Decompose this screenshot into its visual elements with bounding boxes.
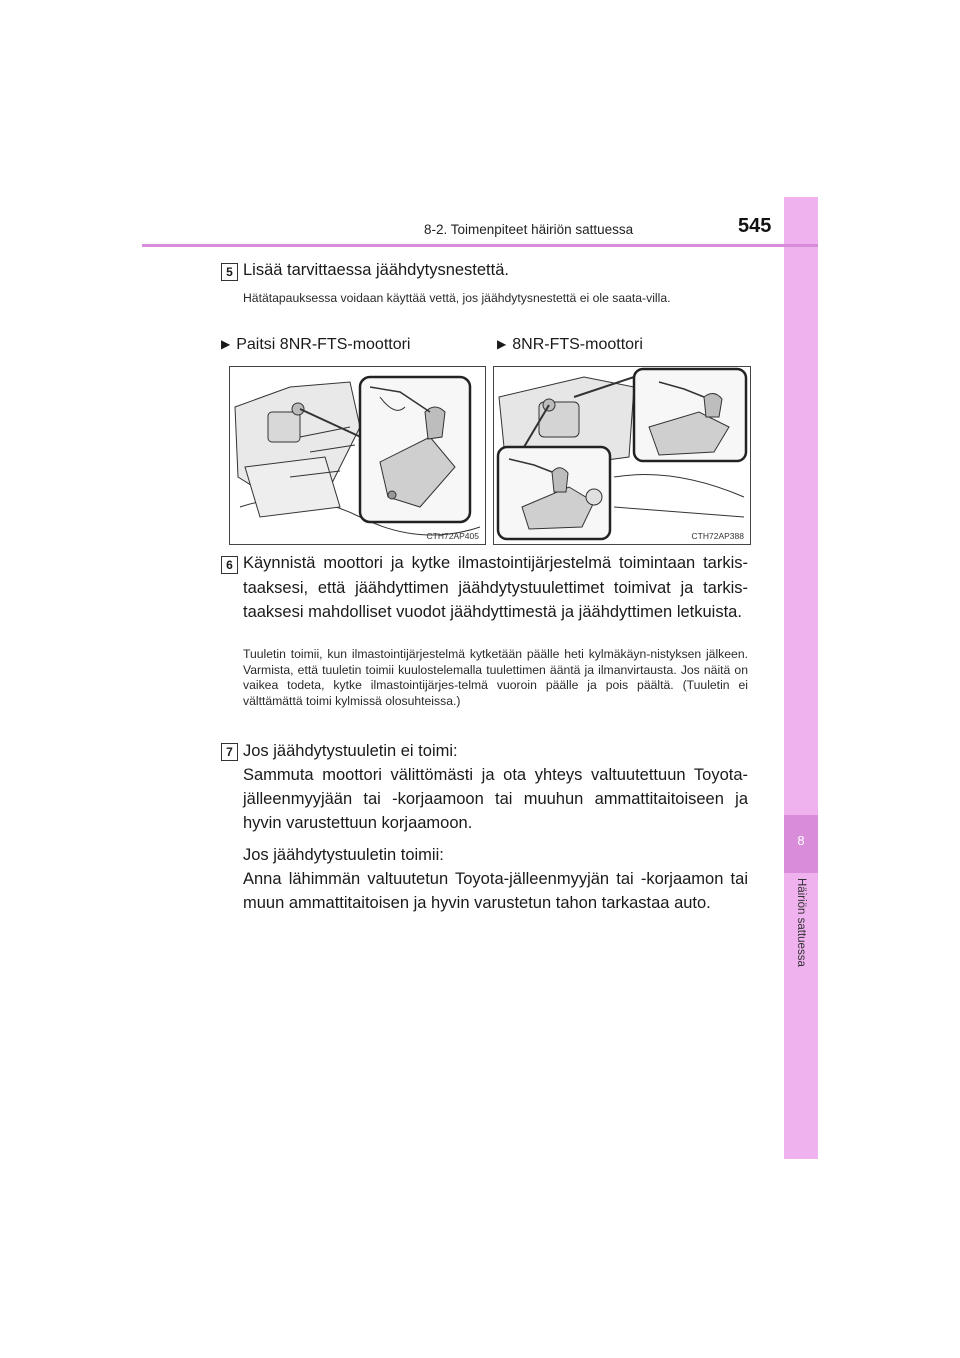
step-5-badge: 5 <box>221 263 238 281</box>
chapter-label-container <box>784 878 818 998</box>
step-7-para1-body: Sammuta moottori välittömästi ja ota yhteys valtuutettuun Toyota-jälleenmyyjään tai -korjaamoon tai muuhun ammattitaitoiseen ja hyvin varustettuun korjaamoon. <box>243 766 748 832</box>
engine-bay-drawing-right <box>494 367 750 544</box>
engine-bay-drawing-left <box>230 367 485 544</box>
chapter-number: 8 <box>797 833 805 848</box>
figure-left-caption <box>221 336 410 354</box>
section-title: 8-2. Toimenpiteet häiriön sattuessa <box>424 222 634 237</box>
figure-right-caption-text: 8NR-FTS-moottori <box>512 336 643 353</box>
triangle-right-icon: ▶ <box>221 337 231 351</box>
figure-left-code: CTH72AP405 <box>426 531 479 541</box>
step-6-note: Tuuletin toimii, kun ilmastointijärjestelmä kytketään päälle heti kylmäkäyn-nistyksen jälkeen. Varmista, että tuuletin toimii kuulostelemalla tuulettimen ääntä ja ilmanvirtausta. Jos näitä on vaikea todeta, kytke ilmastointijärjes-telmä vuoroin päälle ja pois päältä. (Tuuletin ei välttämättä toimi kylmissä olosuhteissa.) <box>243 647 748 708</box>
step-7-para2-heading: Jos jäähdytystuuletin toimii: <box>243 846 444 864</box>
step-6-title: Käynnistä moottori ja kytke ilmastointijärjestelmä toimintaan tarkis-taaksesi, että jäähdyttimen jäähdytystuulettimet toimivat ja tarkis-taaksesi mahdolliset vuodot jäähdyttimestä ja jäähdyttimen letkuista. <box>243 554 748 621</box>
engine-bay-illustration-right <box>493 366 751 545</box>
engine-bay-illustration-left <box>229 366 486 545</box>
triangle-right-icon: ▶ <box>497 337 507 351</box>
step-5-note: Hätätapauksessa voidaan käyttää vettä, jos jäähdytysnestettä ei ole saata-villa. <box>243 291 671 305</box>
chapter-side-tab <box>784 197 818 1159</box>
step-5-title: Lisää tarvittaessa jäähdytysnestettä. <box>243 261 509 279</box>
step-6-badge: 6 <box>221 556 238 574</box>
figure-right-code: CTH72AP388 <box>691 531 744 541</box>
page-number: 545 <box>738 215 772 237</box>
figure-right-caption <box>497 336 643 354</box>
step-7-para2-body: Anna lähimmän valtuutetun Toyota-jälleenmyyjän tai -korjaamon tai muun ammattitaitoisen ja hyvin varustetun tahon tarkastaa auto. <box>243 870 748 912</box>
chapter-label: Häiriön sattuessa <box>795 878 807 967</box>
step-7-para1-heading: Jos jäähdytystuuletin ei toimi: <box>243 742 458 760</box>
header-divider <box>142 244 818 247</box>
figure-left-caption-text: Paitsi 8NR-FTS-moottori <box>236 336 411 353</box>
step-7-content <box>243 739 748 915</box>
step-7-badge: 7 <box>221 743 238 761</box>
